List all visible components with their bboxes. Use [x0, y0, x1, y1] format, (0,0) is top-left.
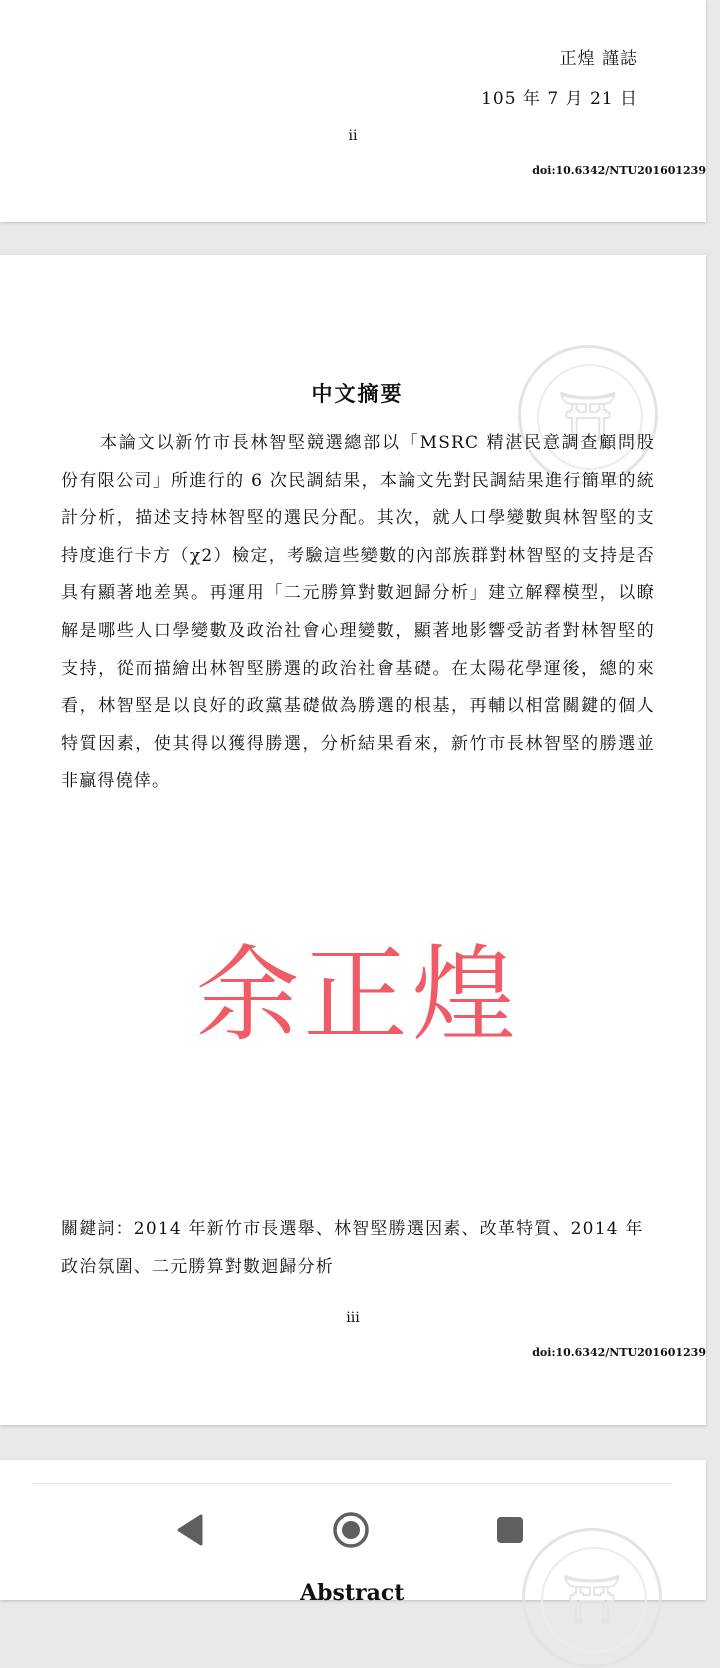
- page-number: ii: [348, 128, 358, 144]
- nav-back-icon[interactable]: [160, 1500, 220, 1560]
- abstract-title: 中文摘要: [311, 381, 404, 406]
- abstract-body: [61, 425, 655, 801]
- doi-label: doi:10.6342/NTU201601239: [532, 1346, 706, 1359]
- pdf-page-iii: [0, 255, 706, 1425]
- signature-date: 105 年 7 月 21 日: [481, 89, 638, 109]
- university-seal-icon: ⛩: [518, 345, 658, 485]
- divider: [32, 1483, 672, 1484]
- abstract-paragraph: 本論文以新竹市長林智堅競選總部以「MSRC 精湛民意調查顧問股份有限公司」所進行的 6 次民調結果，本論文先對民調結果進行簡單的統計分析，描述支持林智堅的選民分配。其次，就人口學變數與林智堅的支持度進行卡方（χ2）檢定，考驗這些變數的內部族群對林智堅的支持是否具有顯著地差異。再運用「二元勝算對數迴歸分析」建立解釋模型，以瞭解是哪些人口學變數及政治社會心理變數，顯著地影響受訪者對林智堅的支持，從而描繪出林智堅勝選的政治社會基礎。在太陽花學運後，總的來看，林智堅是以良好的政黨基礎做為勝選的根基，再輔以相當關鍵的個人特質因素，使其得以獲得勝選，分析結果看來，新竹市長林智堅的勝選並非贏得僥倖。: [61, 433, 655, 792]
- page-number: iii: [346, 1310, 360, 1326]
- author-watermark: 余正煌: [195, 934, 520, 1056]
- english-abstract-title: Abstract: [300, 1580, 405, 1606]
- doi-label: doi:10.6342/NTU201601239: [532, 164, 706, 177]
- university-seal-icon: ⛩: [522, 1528, 662, 1668]
- author-signature: 正煌 謹誌: [559, 49, 638, 69]
- nav-recents-icon[interactable]: [480, 1500, 540, 1560]
- nav-home-icon[interactable]: [321, 1500, 381, 1560]
- pdf-page-ii: [0, 0, 706, 222]
- keywords: 關鍵詞：2014 年新竹市長選舉、林智堅勝選因素、改革特質、2014 年政治氛圍、二元勝算對數迴歸分析: [61, 1219, 644, 1277]
